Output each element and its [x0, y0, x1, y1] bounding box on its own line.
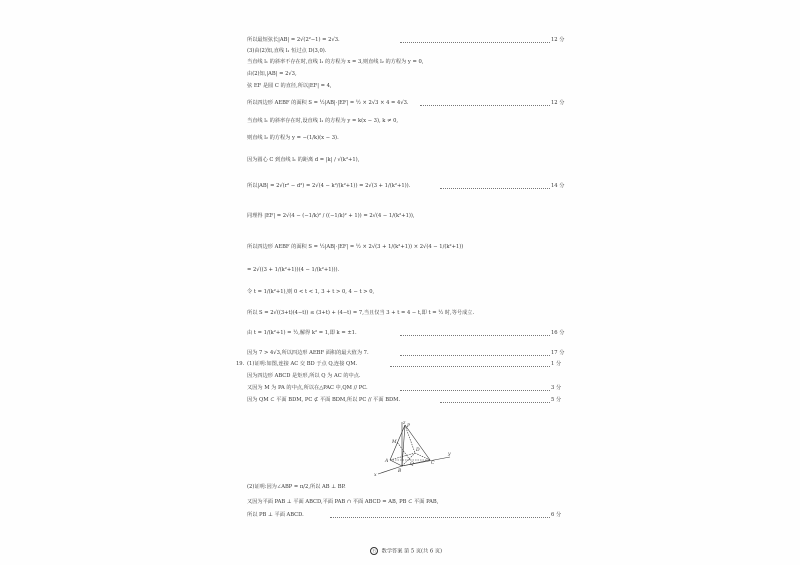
score-label: 14 分 [551, 183, 565, 189]
leader-dots [440, 402, 550, 403]
solution-line: = 2√((3 + 1/(k²+1))(4 − 1/(k²+1))). [247, 267, 340, 273]
score-label: 1 分 [551, 361, 562, 367]
publisher-logo-icon: 石 [370, 547, 378, 555]
solution-line: 同理得 |EF| = 2√(4 − (−1/k)² / ((−1/k)² + 1)) = 2√(4 − 1/(k²+1)), [247, 213, 415, 219]
label-M: M [392, 440, 397, 445]
leader-dots [400, 42, 550, 43]
solution-line: 因为 7 > 4√3,所以四边形 AEBF 面积的最大值为 7. [247, 350, 369, 356]
edge-PC [405, 425, 430, 460]
solution-line: 又因为平面 PAB ⊥ 平面 ABCD,平面 PAB ∩ 平面 ABCD = AB, PB ⊂ 平面 PAB, [247, 499, 439, 505]
leader-dots [400, 390, 550, 391]
label-C: C [431, 461, 435, 466]
solution-line: 因为 QM ⊂ 平面 BDM, PC ⊄ 平面 BDM,所以 PC // 平面 BDM. [247, 397, 401, 403]
solution-line: 弦 EF 是圆 C 的直径,所以|EF| = 4, [247, 83, 332, 89]
solution-line: 因为圆心 C 到直线 l₁ 的距离 d = |k| / √(k²+1), [247, 157, 360, 163]
solution-line: 因为四边形 ABCD 是矩形,所以 Q 为 AC 的中点. [247, 373, 361, 379]
leader-dots [330, 517, 550, 518]
solution-line: 令 t = 1/(k²+1),则 0 < t < 1, 3 + t > 0, 4 − t > 0, [247, 289, 375, 295]
leader-dots [420, 105, 550, 106]
score-label: 3 分 [551, 385, 562, 391]
label-B: B [398, 469, 402, 474]
score-label: 5 分 [551, 397, 562, 403]
solution-line: (2)证明:因为∠ABP = π/2,所以 AB ⊥ BP. [247, 484, 346, 490]
label-y: y [448, 452, 451, 457]
leader-dots [400, 355, 550, 356]
solution-line: 由 t = 1/(k²+1) = ½,解得 k² = 1,即 k = ±1. [247, 330, 357, 336]
question-number: 19. [236, 361, 245, 367]
solution-line: 所以四边形 AEBF 的面积 S = ½|AB|·|EF| = ½ × 2√3 × 4 = 4√3. [247, 100, 409, 106]
edge-AB [390, 460, 402, 466]
edge-PD [405, 425, 415, 453]
score-label: 12 分 [551, 37, 565, 43]
leader-dots [390, 366, 550, 367]
page-footer [370, 547, 442, 556]
solution-line: 当直线 l₁ 的斜率不存在时,直线 l₁ 的方程为 x = 3,则直线 l₂ 的方程为 y = 0, [247, 59, 424, 65]
solution-line: 又因为 M 为 PA 的中点,所以在△PAC 中,QM // PC. [247, 385, 368, 391]
label-D: D [416, 448, 420, 453]
solution-line: 所以 S = 2√((3+t)(4−t)) ≤ (3+t) + (4−t) = 7,当且仅当 3 + t = 4 − t,即 t = ½ 时,等号成立. [247, 310, 475, 316]
solution-line: (1)证明:如图,连接 AC 交 BD 于点 Q,连接 QM. [247, 361, 358, 367]
solution-line: (3)由(2)知,直线 l₁ 恒过点 D(3,0). [247, 48, 327, 54]
score-label: 16 分 [551, 330, 565, 336]
leader-dots [400, 335, 550, 336]
label-A: A [385, 459, 389, 464]
solution-line: 则直线 l₂ 的方程为 y = −(1/k)(x − 3). [247, 135, 339, 141]
footer-text: 数学答案 第 5 页(共 6 页) [381, 548, 443, 555]
score-label: 17 分 [551, 350, 565, 356]
score-label: 12 分 [551, 100, 565, 106]
solution-line: 所以 PB ⊥ 平面 ABCD. [247, 512, 304, 518]
label-x: x [374, 473, 377, 478]
leader-dots [440, 188, 550, 189]
solution-line: 所以最短弦长|AB| = 2√(2²−1) = 2√3. [247, 37, 340, 43]
solution-line: 由(2)知,|AB| = 2√3, [247, 71, 297, 77]
label-P: P [407, 424, 411, 429]
solution-line: 所以|AB| = 2√(r² − d²) = 2√(4 − k²/(k²+1)) = 2√(3 + 1/(k²+1)). [247, 183, 411, 189]
label-z: z [403, 421, 406, 426]
score-label: 6 分 [551, 512, 562, 518]
solution-line: 当直线 l₁ 的斜率存在时,设直线 l₁ 的方程为 y = k(x − 3), k ≠ 0, [247, 118, 399, 124]
label-Q: Q [410, 462, 414, 467]
pyramid-figure [360, 420, 460, 480]
solution-line: 所以四边形 AEBF 的面积 S = ½|AB|·|EF| = ½ × 2√(3 + 1/(k²+1)) × 2√(4 − 1/(k²+1)) [247, 244, 464, 250]
